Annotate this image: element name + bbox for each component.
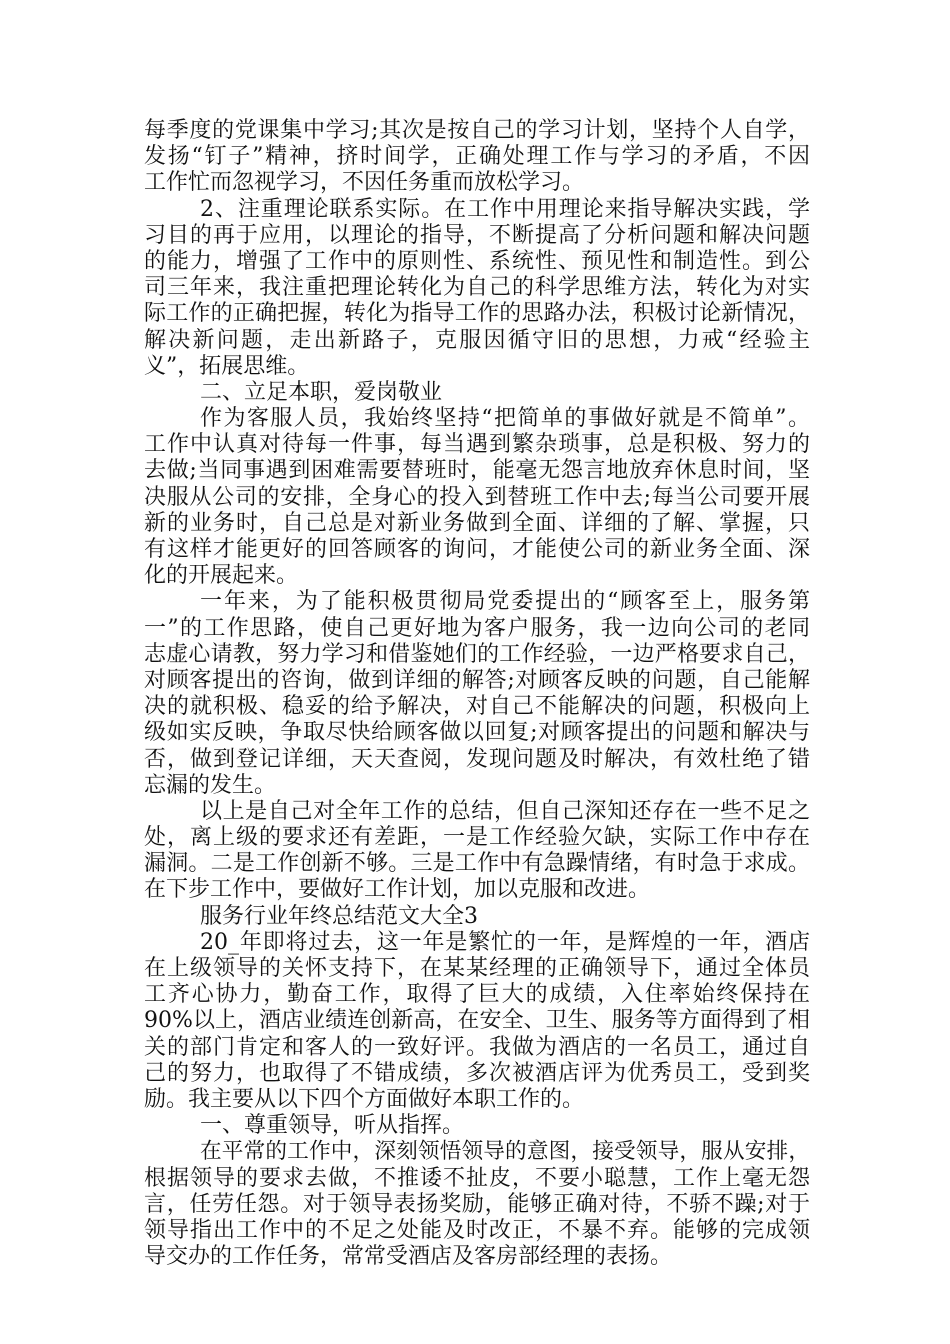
text-line: 际工作的正确把握，转化为指导工作的思路办法，积极讨论新情况，: [144, 301, 810, 327]
text-line: 二、立足本职，爱岗敬业: [200, 379, 443, 405]
text-line: 导交办的工作任务，常常受酒店及客房部经理的表扬。: [144, 1244, 673, 1270]
text-line: 20_年即将过去，这一年是繁忙的一年，是辉煌的一年，酒店: [200, 929, 810, 955]
text-line: 一”的工作思路，使自己更好地为客户服务，我一边向公司的老同: [144, 615, 810, 641]
text-line: 关的部门肯定和客人的一致好评。我做为酒店的一名员工，通过自: [144, 1034, 810, 1060]
text-line: 决的就积极、稳妥的给予解决，对自己不能解决的问题，积极向上: [144, 694, 810, 720]
text-line: 司三年来，我注重把理论转化为自己的科学思维方法，转化为对实: [144, 275, 810, 301]
text-line: 服务行业年终总结范文大全3: [200, 903, 478, 929]
text-line: 己的努力，也取得了不错成绩，多次被酒店评为优秀员工，受到奖: [144, 1060, 810, 1086]
text-line: 领导指出工作中的不足之处能及时改正，不暴不弃。能够的完成领: [144, 1217, 810, 1243]
text-line: 在下步工作中，要做好工作计划，加以克服和改进。: [144, 877, 651, 903]
text-line: 有这样才能更好的回答顾客的询问，才能使公司的新业务全面、深: [144, 537, 810, 562]
text-line: 2、注重理论联系实际。在工作中用理论来指导解决实践，学: [200, 196, 810, 222]
text-line: 作为客服人员，我始终坚持“把简单的事做好就是不简单”。: [200, 406, 810, 432]
text-line: 决服从公司的安排，全身心的投入到替班工作中去;每当公司要开展: [144, 484, 810, 510]
text-line: 励。我主要从以下四个方面做好本职工作的。: [144, 1086, 585, 1112]
text-line: 解决新问题，走出新路子，克服因循守旧的思想，力戒“经验主: [144, 327, 810, 353]
text-line: 去做;当同事遇到困难需要替班时，能毫无怨言地放弃休息时间，坚: [144, 458, 810, 484]
text-line: 否，做到登记详细，天天查阅，发现问题及时解决，有效杜绝了错: [144, 746, 810, 772]
document-body: [144, 118, 810, 1270]
text-line: 一、尊重领导，听从指挥。: [200, 1113, 465, 1139]
text-line: 忘漏的发生。: [144, 772, 277, 798]
text-line: 工齐心协力，勤奋工作，取得了巨大的成绩，入住率始终保持在: [144, 982, 810, 1008]
text-line: 言，任劳任怨。对于领导表扬奖励，能够正确对待，不骄不躁;对于: [144, 1191, 810, 1217]
text-line: 处，离上级的要求还有差距，一是工作经验欠缺，实际工作中存在: [144, 825, 810, 851]
text-line: 发扬“钉子”精神，挤时间学，正确处理工作与学习的矛盾，不因: [144, 144, 810, 170]
text-line: 90%以上，酒店业绩连创新高，在安全、卫生、服务等方面得到了相: [144, 1008, 810, 1034]
text-line: 工作忙而忽视学习，不因任务重而放松学习。: [144, 170, 585, 196]
text-line: 的能力，增强了工作中的原则性、系统性、预见性和制造性。到公: [144, 248, 810, 274]
text-line: 志虚心请教，努力学习和借鉴她们的工作经验，一边严格要求自己，: [144, 641, 810, 667]
text-line: 习目的再于应用，以理论的指导，不断提高了分析问题和解决问题: [144, 222, 810, 248]
text-line: 对顾客提出的咨询，做到详细的解答;对顾客反映的问题，自己能解: [144, 667, 810, 693]
text-line: 在上级领导的关怀支持下，在某某经理的正确领导下，通过全体员: [144, 956, 810, 981]
text-line: 在平常的工作中，深刻领悟领导的意图，接受领导，服从安排，: [200, 1139, 810, 1165]
text-line: 化的开展起来。: [144, 563, 299, 589]
text-line: 一年来，为了能积极贯彻局党委提出的“顾客至上，服务第: [200, 589, 810, 615]
text-line: 每季度的党课集中学习;其次是按自己的学习计划，坚持个人自学，: [144, 118, 810, 143]
text-line: 以上是自己对全年工作的总结，但自己深知还存在一些不足之: [200, 798, 810, 824]
text-line: 义”，拓展思维。: [144, 353, 310, 379]
text-line: 根据领导的要求去做，不推诿不扯皮，不要小聪慧，工作上毫无怨: [144, 1165, 810, 1191]
text-line: 新的业务时，自己总是对新业务做到全面、详细的了解、掌握，只: [144, 510, 810, 536]
text-line: 级如实反映，争取尽快给顾客做以回复;对顾客提出的问题和解决与: [144, 720, 810, 746]
text-line: 漏洞。二是工作创新不够。三是工作中有急躁情绪，有时急于求成。: [144, 851, 810, 877]
text-line: 工作中认真对待每一件事，每当遇到繁杂琐事，总是积极、努力的: [144, 432, 810, 458]
